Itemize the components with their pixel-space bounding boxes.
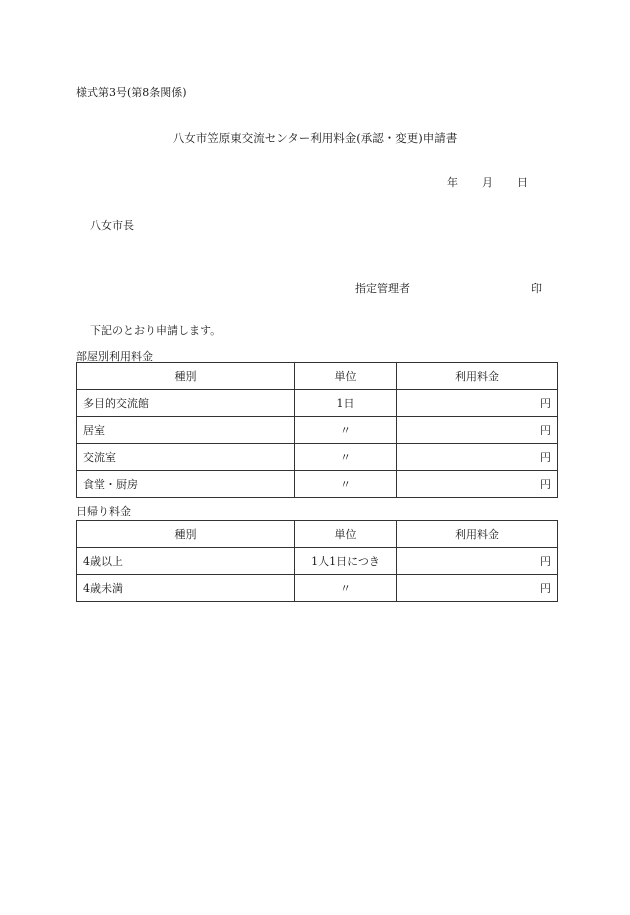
header-kind: 種別 [77, 363, 295, 390]
table-row [77, 417, 558, 444]
date-line [447, 174, 528, 190]
table-row [77, 390, 558, 417]
fee-cell[interactable]: 円 [397, 548, 558, 575]
unit-cell: 1人1日につき [295, 548, 397, 575]
header-unit: 単位 [295, 521, 397, 548]
date-day-label: 日 [517, 176, 528, 189]
header-fee: 利用料金 [397, 521, 558, 548]
table-row [77, 471, 558, 498]
kind-cell: 食堂・厨房 [77, 471, 295, 498]
unit-cell: 〃 [295, 417, 397, 444]
header-unit: 単位 [295, 363, 397, 390]
fee-cell[interactable]: 円 [397, 575, 558, 602]
table-row [77, 444, 558, 471]
kind-cell: 4歳未満 [77, 575, 295, 602]
unit-cell: 1日 [295, 390, 397, 417]
table-row [77, 548, 558, 575]
day-fees-title: 日帰り料金 [76, 505, 131, 518]
fee-cell[interactable]: 円 [397, 444, 558, 471]
table-header-row [77, 363, 558, 390]
fee-cell[interactable]: 円 [397, 471, 558, 498]
fee-cell[interactable]: 円 [397, 390, 558, 417]
manager-label: 指定管理者 [355, 282, 410, 295]
form-number: 様式第3号(第8条関係) [76, 86, 187, 99]
seal-label: 印 [531, 282, 542, 295]
kind-cell: 多目的交流館 [77, 390, 295, 417]
statement: 下記のとおり申請します。 [90, 324, 222, 337]
kind-cell: 交流室 [77, 444, 295, 471]
room-fees-title: 部屋別利用料金 [76, 350, 153, 363]
addressee: 八女市長 [90, 219, 134, 232]
date-month-label: 月 [482, 176, 493, 189]
date-year-label: 年 [447, 176, 458, 189]
room-fees-table [76, 362, 558, 498]
kind-cell: 居室 [77, 417, 295, 444]
unit-cell: 〃 [295, 575, 397, 602]
unit-cell: 〃 [295, 471, 397, 498]
day-fees-table [76, 520, 558, 602]
fee-cell[interactable]: 円 [397, 417, 558, 444]
table-row [77, 575, 558, 602]
kind-cell: 4歳以上 [77, 548, 295, 575]
unit-cell: 〃 [295, 444, 397, 471]
document-title: 八女市笠原東交流センター利用料金(承認・変更)申請書 [172, 131, 458, 145]
table-header-row [77, 521, 558, 548]
header-fee: 利用料金 [397, 363, 558, 390]
header-kind: 種別 [77, 521, 295, 548]
